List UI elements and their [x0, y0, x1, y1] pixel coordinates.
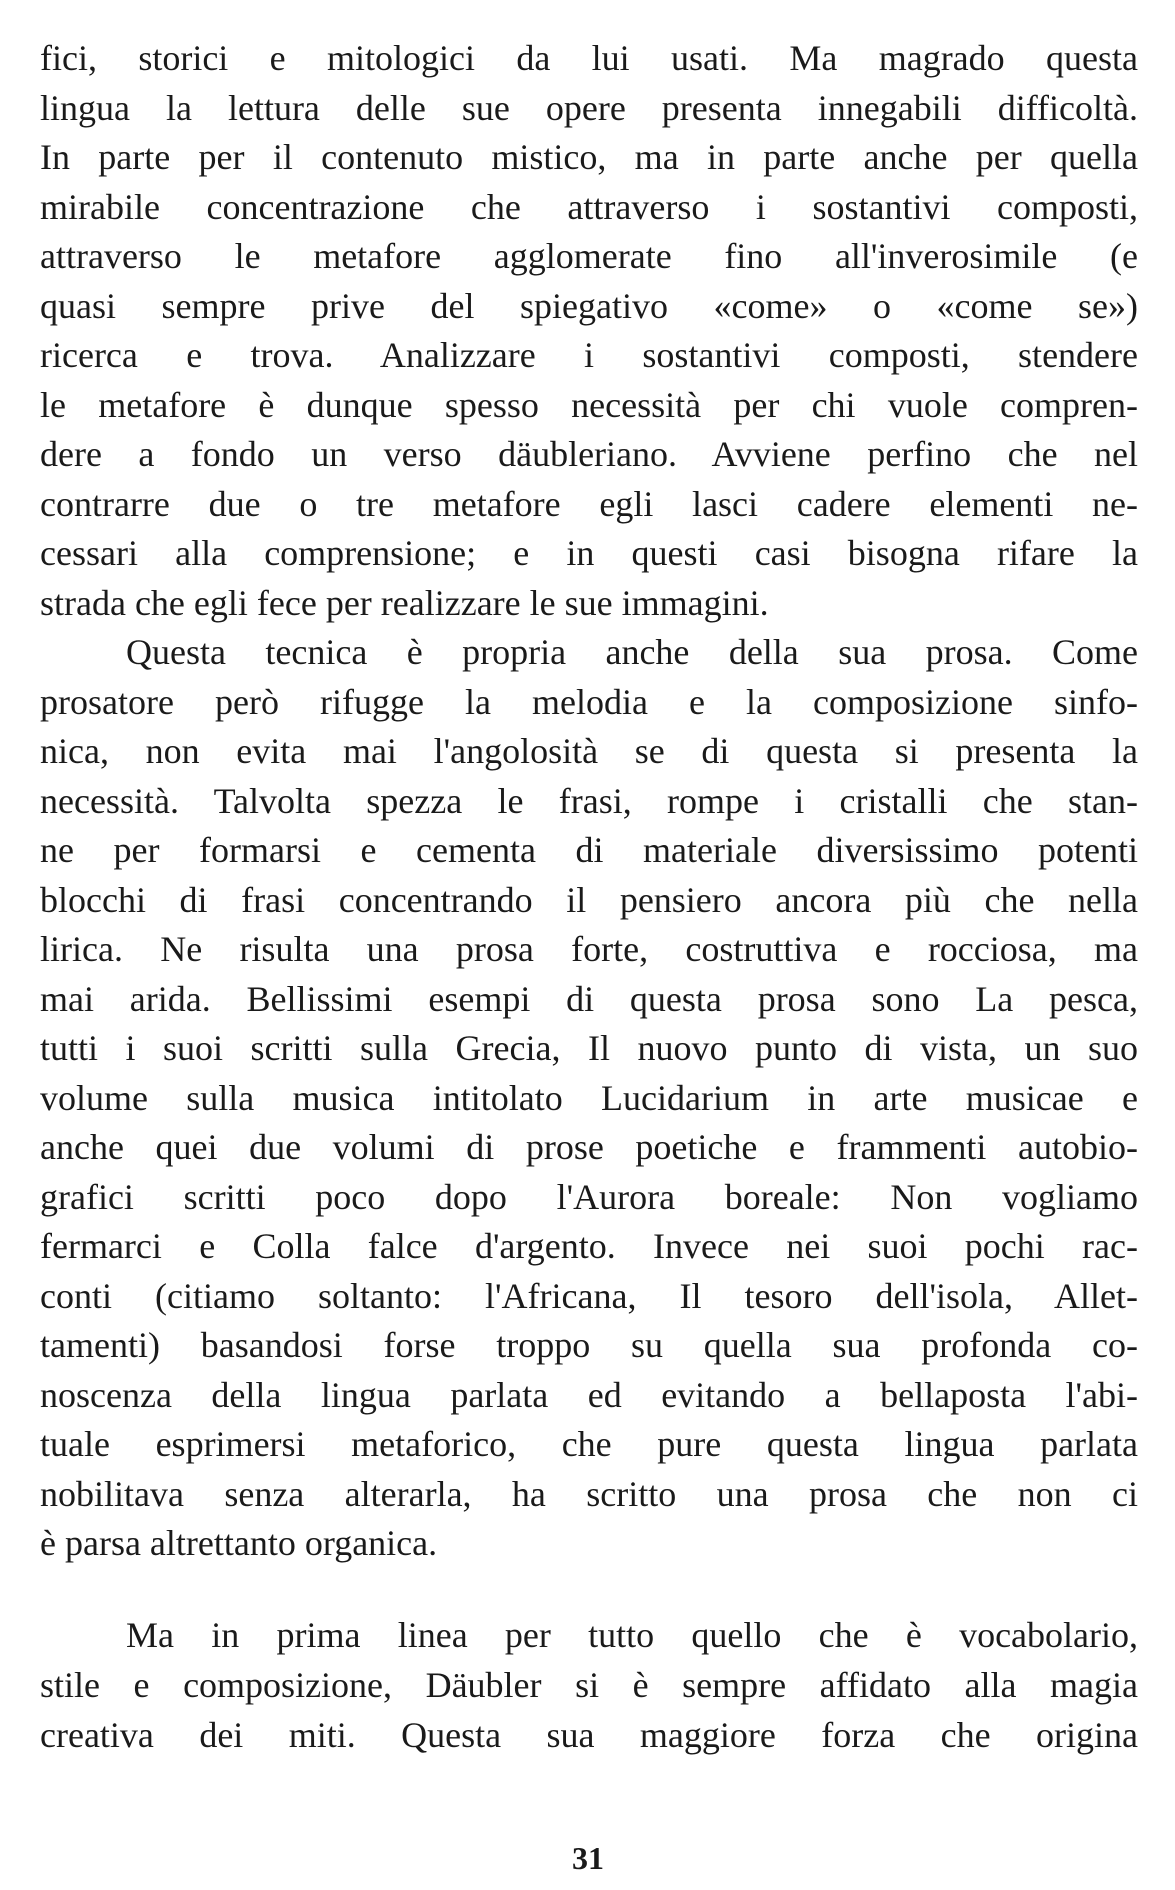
text-line: contrarre due o tre metafore egli lasci cadere elementi ne-: [40, 483, 1138, 524]
text-line: necessità. Talvolta spezza le frasi, rompe i cristalli che stan-: [40, 780, 1138, 821]
text-line: tamenti) basandosi forse troppo su quella sua profonda co-: [40, 1325, 1138, 1365]
text-line: mai arida. Bellissimi esempi di questa prosa sono La pesca,: [40, 978, 1138, 1019]
text-line: mirabile concentrazione che attraverso i sostantivi composti,: [40, 186, 1138, 227]
text-line: lirica. Ne risulta una prosa forte, costruttiva e rocciosa, ma: [40, 929, 1138, 969]
text-line: creativa dei miti. Questa sua maggiore forza che origina: [40, 1715, 1138, 1755]
text-line: ne per formarsi e cementa di materiale diversissimo potenti: [40, 830, 1138, 870]
body-text-continued: [40, 1610, 1138, 1760]
text-line: tuale esprimersi metaforico, che pure questa lingua parlata: [40, 1424, 1138, 1464]
text-line: anche quei due volumi di prose poetiche e frammenti autobio-: [40, 1127, 1138, 1167]
text-line: conti (citiamo soltanto: l'Africana, Il tesoro dell'isola, Allet-: [40, 1275, 1138, 1316]
text-line: ricerca e trova. Analizzare i sostantivi composti, stendere: [40, 335, 1138, 375]
text-line: cessari alla comprensione; e in questi casi bisogna rifare la: [40, 533, 1138, 573]
body-text: [40, 34, 1138, 1569]
text-line: fici, storici e mitologici da lui usati. Ma magrado questa: [40, 38, 1138, 78]
text-line: strada che egli fece per realizzare le sue immagini.: [40, 582, 769, 623]
text-line: Ma in prima linea per tutto quello che è vocabolario,: [126, 1615, 1138, 1655]
text-line: fermarci e Colla falce d'argento. Invece nei suoi pochi rac-: [40, 1226, 1138, 1266]
text-line: nica, non evita mai l'angolosità se di questa si presenta la: [40, 731, 1138, 771]
text-line: volume sulla musica intitolato Lucidarium in arte musicae e: [40, 1077, 1138, 1118]
text-line: quasi sempre prive del spiegativo «come» o «come se»): [40, 285, 1138, 326]
text-line: Questa tecnica è propria anche della sua prosa. Come: [126, 632, 1138, 672]
text-line: tutti i suoi scritti sulla Grecia, Il nuovo punto di vista, un suo: [40, 1028, 1138, 1068]
text-line: prosatore però rifugge la melodia e la composizione sinfo-: [40, 681, 1138, 722]
text-line: blocchi di frasi concentrando il pensiero ancora più che nella: [40, 879, 1138, 920]
text-line: lingua la lettura delle sue opere presenta innegabili difficoltà.: [40, 87, 1138, 128]
text-line: dere a fondo un verso däubleriano. Avviene perfino che nel: [40, 434, 1138, 474]
text-line: nobilitava senza alterarla, ha scritto una prosa che non ci: [40, 1473, 1138, 1514]
text-line: noscenza della lingua parlata ed evitando a bellaposta l'abi-: [40, 1374, 1138, 1415]
page-number: 31: [572, 1840, 604, 1876]
text-line: grafici scritti poco dopo l'Aurora boreale: Non vogliamo: [40, 1176, 1138, 1217]
text-line: stile e composizione, Däubler si è sempre affidato alla magia: [40, 1665, 1138, 1705]
text-line: le metafore è dunque spesso necessità per chi vuole compren-: [40, 384, 1138, 425]
text-line: attraverso le metafore agglomerate fino all'inverosimile (e: [40, 236, 1138, 276]
text-line: In parte per il contenuto mistico, ma in parte anche per quella: [40, 137, 1138, 177]
text-line: è parsa altrettanto organica.: [40, 1523, 438, 1563]
